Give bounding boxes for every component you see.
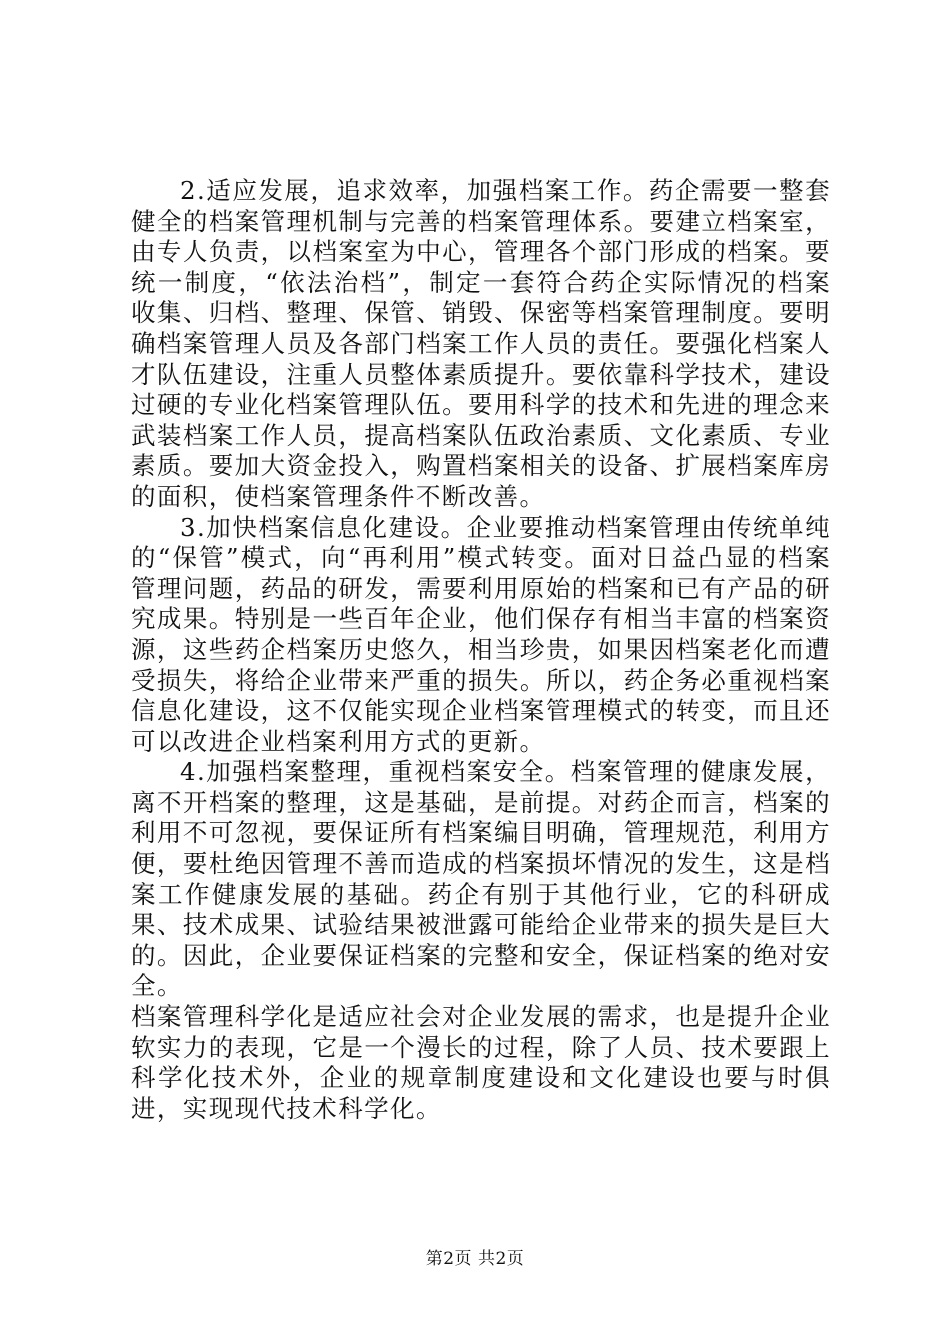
paragraph-2: 2.适应发展，追求效率，加强档案工作。药企需要一整套健全的档案管理机制与完善的档案管理体系。要建立档案室，由专人负责，以档案室为中心，管理各个部门形成的档案。要统一制度，“依法治档”，制定一套符合药企实际情况的档案收集、归档、整理、保管、销毁、保密等档案管理制度。要明确档案管理人员及各部门档案工作人员的责任。要强化档案人才队伍建设，注重人员整体素质提升。要依靠科学技术，建设过硬的专业化档案管理队伍。要用科学的技术和先进的理念来武装档案工作人员，提高档案队伍政治素质、文化素质、专业素质。要加大资金投入，购置档案相关的设备、扩展档案库房的面积，使档案管理条件不断改善。 xyxy=(131,176,831,511)
paragraph-conclusion: 档案管理科学化是适应社会对企业发展的需求，也是提升企业软实力的表现，它是一个漫长的过程，除了人员、技术要跟上科学化技术外，企业的规章制度建设和文化建设也要与时俱进，实现现代技术科学化。 xyxy=(131,1002,831,1123)
document-body xyxy=(131,176,831,1124)
paragraph-3: 3.加快档案信息化建设。企业要推动档案管理由传统单纯的“保管”模式，向“再利用”模式转变。面对日益凸显的档案管理问题，药品的研发，需要利用原始的档案和已有产品的研究成果。特别是一些百年企业，他们保存有相当丰富的档案资源，这些药企档案历史悠久，相当珍贵，如果因档案老化而遭受损失，将给企业带来严重的损失。所以，药企务必重视档案信息化建设，这不仅能实现企业档案管理模式的转变，而且还可以改进企业档案利用方式的更新。 xyxy=(131,512,831,756)
page-footer: 第2页 共2页 xyxy=(425,1249,525,1269)
paragraph-4: 4.加强档案整理，重视档案安全。档案管理的健康发展，离不开档案的整理，这是基础，是前提。对药企而言，档案的利用不可忽视，要保证所有档案编目明确，管理规范，利用方便，要杜绝因管理不善而造成的档案损坏情况的发生，这是档案工作健康发展的基础。药企有别于其他行业，它的科研成果、技术成果、试验结果被泄露可能给企业带来的损失是巨大的。因此，企业要保证档案的完整和安全，保证档案的绝对安全。 xyxy=(131,757,831,1001)
